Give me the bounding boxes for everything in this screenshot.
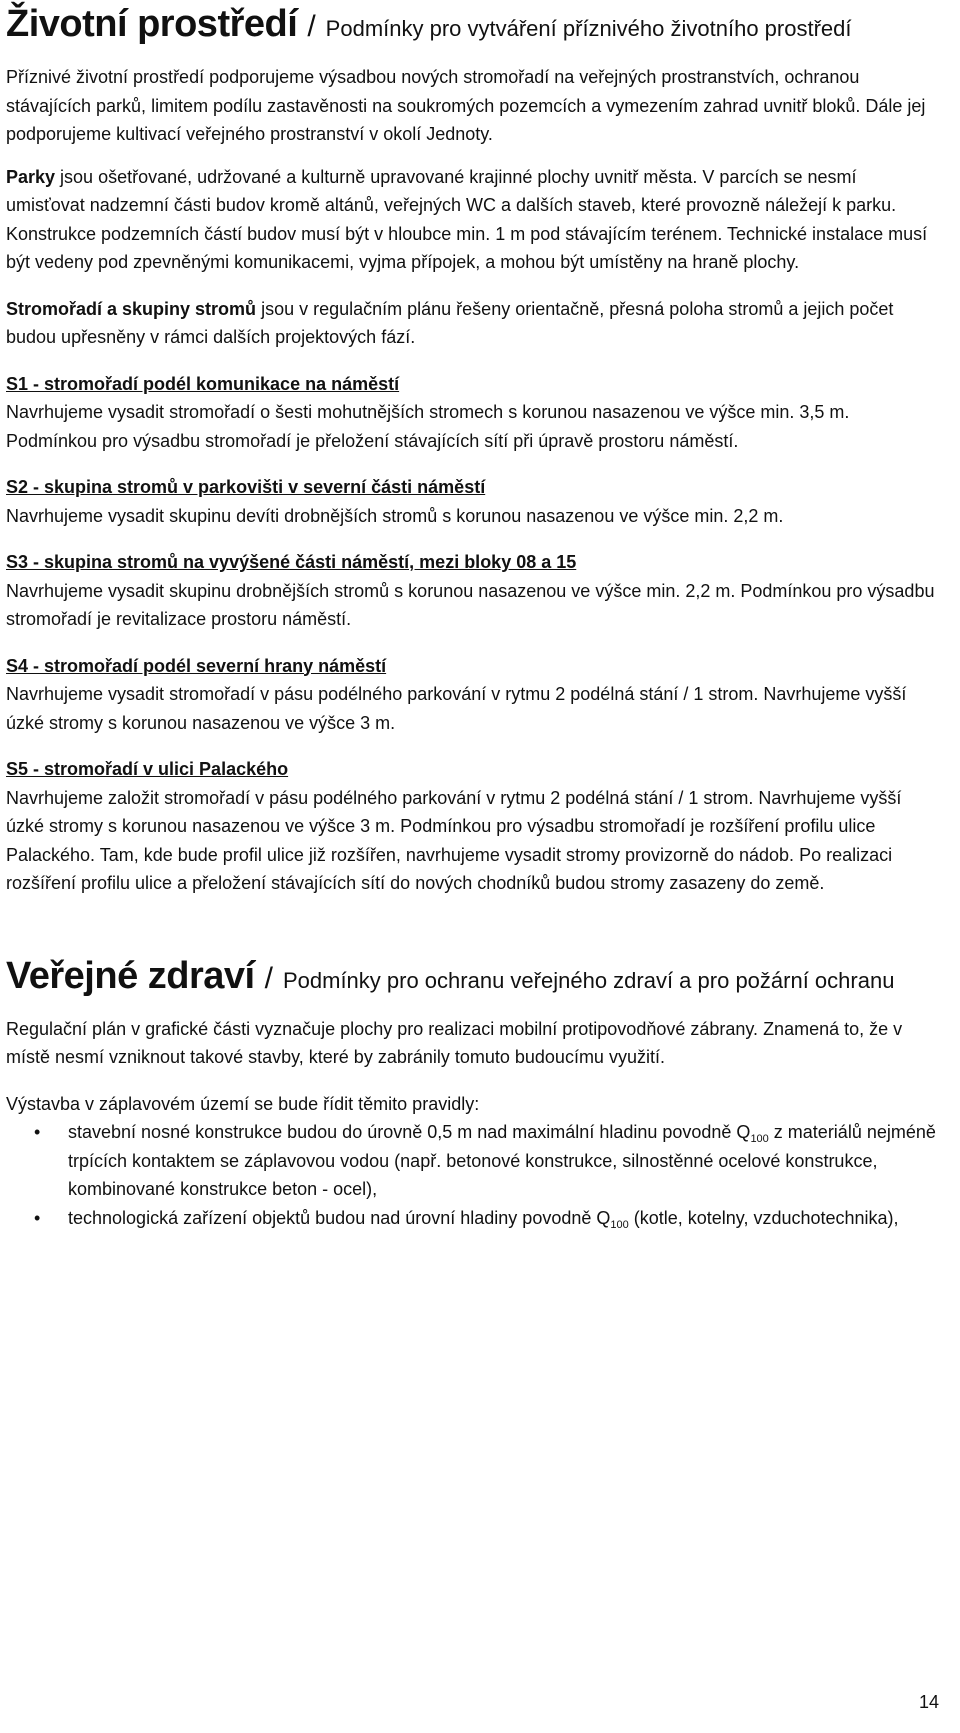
trees-text: jsou v regulačním plánu řešeny orientačně, přesná poloha stromů a jejich počet budou upřesněny v rámci dalších projektových fází.	[6, 298, 894, 347]
tree-item-text: Navrhujeme vysadit skupinu drobnějších stromů s korunou nasazenou ve výšce min. 2,2 m. Podmínkou pro výsadbu stromořadí je revitalizace prostoru náměstí.	[6, 580, 935, 629]
parks-term: Parky	[6, 166, 56, 187]
list-item: • technologická zařízení objektů budou nad úrovní hladiny povodně $Q_{100}$ (kotle, kotelny, vzduchotechnika),	[68, 1204, 940, 1233]
section-subtitle: Podmínky pro ochranu veřejného zdraví a pro požární ochranu	[282, 967, 895, 993]
tree-item-s4	[6, 652, 940, 738]
page-content	[6, 0, 940, 1232]
rules-intro: Výstavba v záplavovém území se bude řídit těmito pravidly:	[6, 1093, 480, 1114]
bullet-icon: •	[34, 1122, 41, 1142]
intro-paragraph: Příznivé životní prostředí podporujeme výsadbou nových stromořadí na veřejných prostranstvích, ochranou stávajících parků, limitem podílu zastavěnosti na soukromých pozemcích a vymezením zahrad uvnitř bloků. Dále jej podporujeme kultivací veřejného prostranství v okolí Jednoty.	[6, 67, 926, 144]
section-heading-environment	[6, 0, 940, 45]
tree-item-text: Navrhujeme vysadit skupinu devíti drobnějších stromů s korunou nasazenou ve výšce min. 2,2 m.	[6, 505, 784, 526]
title-separator: /	[307, 10, 316, 43]
tree-item-heading: S3 - skupina stromů na vyvýšené části náměstí, mezi bloky 08 a 15	[6, 552, 577, 572]
tree-item-heading: S5 - stromořadí v ulici Palackého	[6, 759, 289, 779]
tree-item-s3	[6, 548, 940, 634]
list-item: • stavební nosné konstrukce budou do úrovně 0,5 m nad maximální hladinu povodně $Q_{100}$ z materiálů nejméně trpících kontaktem se záplavovou vodou (např. betonové konstrukce, silnostěnné ocelové konstrukce, kombinované konstrukce beton - ocel),	[68, 1118, 940, 1204]
tree-item-text: Navrhujeme vysadit stromořadí o šesti mohutnějších stromech s korunou nasazenou ve výšce min. 3,5 m. Podmínkou pro výsadbu stromořadí je přeložení stávajících sítí při úpravě prostoru náměstí.	[6, 402, 850, 451]
section-heading-public-health	[6, 954, 940, 997]
section-title: Životní prostředí	[6, 3, 298, 45]
subscript: 100	[610, 1218, 629, 1231]
tree-item-s2	[6, 473, 940, 530]
tree-item-heading: S1 - stromořadí podél komunikace na náměstí	[6, 373, 400, 394]
subscript: 100	[750, 1133, 769, 1145]
trees-paragraph	[6, 295, 940, 352]
section-subtitle: Podmínky pro vytváření příznivého životního prostředí	[325, 16, 852, 41]
tree-item-s5	[6, 755, 940, 898]
public-health-intro: Regulační plán v grafické části vyznačuje plochy pro realizaci mobilní protipovodňové zábrany. Znamená to, že v místě nesmí vzniknout takové stavby, které by zabránily tomuto budoucímu využití.	[6, 1018, 903, 1067]
section-title: Veřejné zdraví	[6, 954, 255, 997]
tree-item-heading: S2 - skupina stromů v parkovišti v severní části náměstí	[6, 477, 486, 497]
parks-paragraph	[6, 163, 940, 277]
tree-item-text: Navrhujeme vysadit stromořadí v pásu podélného parkování v rytmu 2 podélná stání / 1 strom. Navrhujeme vyšší úzké stromy s korunou nasazenou ve výšce 3 m.	[6, 684, 907, 733]
title-separator: /	[264, 961, 273, 995]
tree-item-heading: S4 - stromořadí podél severní hrany náměstí	[6, 655, 387, 676]
parks-text: jsou ošetřované, udržované a kulturně upravované krajinné plochy uvnitř města. V parcích se nesmí umisťovat nadzemní části budov kromě altánů, veřejných WC a dalších staveb, které provozně náležejí k parku. Konstrukce podzemních částí budov musí být v hloubce min. 1 m pod stávajícím terénem. Technické instalace musí být vedeny pod zpevněnými komunikacemi, vyjma přípojek, a mohou být umístěny na hraně plochy.	[6, 166, 928, 272]
trees-term: Stromořadí a skupiny stromů	[6, 298, 257, 319]
bullet-icon: •	[34, 1207, 41, 1228]
tree-item-text: Navrhujeme založit stromořadí v pásu podélného parkování v rytmu 2 podélná stání / 1 strom. Navrhujeme vyšší úzké stromy s korunou nasazenou ve výšce 3 m. Podmínkou pro výsadbu stromořadí je rozšíření profilu ulice Palackého. Tam, kde bude profil ulice již rozšířen, navrhujeme vysadit stromy provizorně do nádob. Po realizaci rozšíření profilu ulice a přeložení stávajících sítí do nových chodníků budou stromy zasazeny do země.	[6, 787, 902, 893]
rules-list	[6, 1118, 940, 1232]
tree-item-s1	[6, 370, 940, 456]
page-number: 14	[918, 1692, 939, 1712]
